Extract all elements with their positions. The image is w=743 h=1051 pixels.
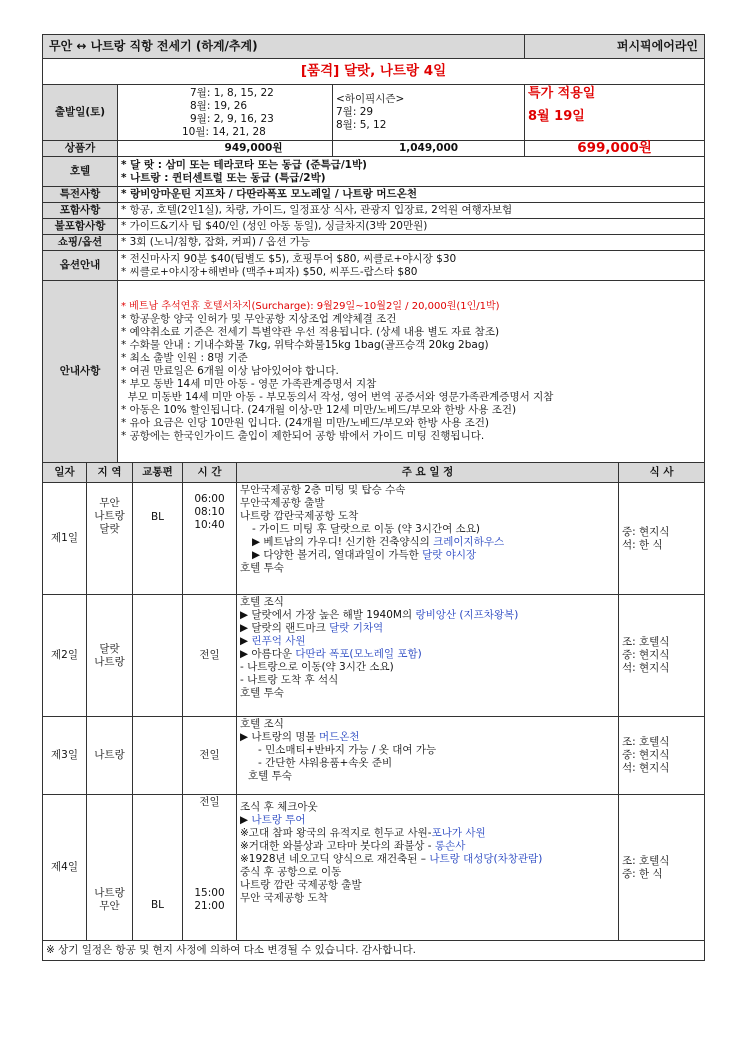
- product-tag: [품격]: [300, 63, 340, 79]
- hotel-label: 호텔: [43, 157, 118, 187]
- includes-text: * 항공, 호텔(2인1실), 차량, 가이드, 일정표상 식사, 관광지 입장료, 2억원 여행자보험: [118, 203, 705, 219]
- schedule-row-day2: 제2일 달랏 나트랑 전일 호텔 조식 ▶ 달랏에서 가장 높은 해발 1940M의 랑비앙산 (지프차왕복) ▶ 달랏의 랜드마크 달랏 기차역 ▶ 린푸억 사원 ▶ 아름다운 다딴라 폭포(모노레일 포함) - 나트랑으로 이동(약 3시간 소요) - 나트랑 도착 후 석식 호텔 투숙 조: 호텔식 중: 현지식 석: 현지식: [43, 595, 705, 717]
- price-label: 상품가: [43, 141, 118, 157]
- col-time: 시 간: [183, 463, 237, 483]
- price-special: 699,000원: [525, 141, 705, 157]
- special-dates: 특가 적용일 8월 19일: [525, 85, 705, 141]
- footer-note: ※ 상기 일정은 항공 및 현지 사정에 의하여 다소 변경될 수 있습니다. 감사합니다.: [43, 941, 705, 961]
- shopping-label: 쇼핑/옵션: [43, 235, 118, 251]
- schedule-table: [42, 462, 705, 961]
- hotel-info: * 달 랏 : 삼미 또는 테라코타 또는 동급 (준특급/1박) * 나트랑 : 퀸터센트럴 또는 동급 (특급/2박): [118, 157, 705, 187]
- departure-dates: 7월: 1, 8, 15, 22 8월: 19, 26 9월: 2, 9, 16, 23 10월: 14, 21, 28: [118, 85, 333, 141]
- schedule-row-day3: 제3일 나트랑 전일 호텔 조식 ▶ 나트랑의 명물 머드온천 - 민소매티+반바지 가능 / 옷 대여 가능 - 간단한 샤워용품+속옷 준비 호텔 투숙 조: 호텔식 중: 현지식 석: 현지식: [43, 717, 705, 795]
- shopping-text: * 3회 (노니/침향, 잡화, 커피) / 옵션 가능: [118, 235, 705, 251]
- route-title: 무안 ↔ 나트랑 직항 전세기 (하계/추계): [43, 35, 525, 59]
- high-season-dates: <하이픽시즌> 7월: 29 8월: 5, 12: [333, 85, 525, 141]
- product-title: [43, 59, 705, 85]
- col-itinerary: 주 요 일 정: [237, 463, 619, 483]
- info-table: [42, 34, 705, 463]
- options-label: 옵션안내: [43, 251, 118, 281]
- airline-name: 퍼시픽에어라인: [525, 35, 705, 59]
- itinerary-document: [42, 34, 704, 961]
- schedule-row-day4: 제4일 나트랑 무안 BL 전일 15:00 21:00 조식 후 체크아웃 ▶ 나트랑 투어 ※고대 참파 왕국의 유적지로 힌두교 사원-포나가 사원 ※거대한 와불상과 고타마 붓다의 좌불상 - 롱손사 ※1928년 네오고딕 양식으로 재건축된 – 나트랑 대성당(차창관람) 중식 후 공항으로 이동 나트랑 깜란 국제공항 출발 무안 국제공항 도착 조: 호텔식 중: 한 식: [43, 795, 705, 941]
- excludes-label: 불포함사항: [43, 219, 118, 235]
- notice-label: 안내사항: [43, 281, 118, 463]
- includes-label: 포함사항: [43, 203, 118, 219]
- surcharge-notice: * 베트남 추석연휴 호텔서차지(Surcharge): 9월29일~10월2일 / 20,000원(1인/1박): [121, 301, 500, 312]
- departure-label: 출발일(토): [43, 85, 118, 141]
- col-day: 일자: [43, 463, 87, 483]
- col-transport: 교통편: [133, 463, 183, 483]
- col-region: 지 역: [87, 463, 133, 483]
- options-text: * 전신마사지 90분 $40(팁별도 $5), 호핑투어 $80, 씨클로+야시장 $30 * 씨클로+야시장+해변바 (맥주+피자) $50, 씨푸드-랍스타 $80: [118, 251, 705, 281]
- features-label: 특전사항: [43, 187, 118, 203]
- notice-text: * 베트남 추석연휴 호텔서차지(Surcharge): 9월29일~10월2일 / 20,000원(1인/1박) * 항공운항 양국 인허가 및 무안공항 지상조업 계약체결 조건 * 예약취소료 기준은 전세기 특별약관 우선 적용됩니다. (상세 내용 별도 자료 참조) * 수화물 안내 : 기내수화물 7kg, 위탁수화물15kg 1bag(골프승객 20kg 2bag) * 최소 출발 인원 : 8명 기준 * 여권 만료일은 6개월 이상 남아있어야 합니다. * 부모 동반 14세 미만 아동 - 영문 가족관계증명서 지참 부모 미동반 14세 미만 아동 - 부모동의서 작성, 영어 번역 공증서와 영문가족관계증명서 지참 * 아동은 10% 할인됩니다. (24개월 이상-만 12세 미만/노베드/부모와 한방 사용 조건) * 유아 요금은 인당 10만원 입니다. (24개월 미만/노베드/부모와 한방 사용 조건) * 공항에는 한국인가이드 출입이 제한되어 공항 밖에서 가이드 미팅 진행됩니다.: [118, 281, 705, 463]
- price-high: 1,049,000: [333, 141, 525, 157]
- features-text: * 랑비앙마운틴 지프차 / 다딴라폭포 모노레일 / 나트랑 머드온천: [118, 187, 705, 203]
- col-meals: 식 사: [619, 463, 705, 483]
- schedule-row-day1: 제1일 무안 나트랑 달랏 BL 06:00 08:10 10:40 무안국제공항 2층 미팅 및 탑승 수속 무안국제공항 출발 나트랑 깜란국제공항 도착 - 가이드 미팅 후 달랏으로 이동 (약 3시간여 소요) ▶ 베트남의 가우디! 신기한 건축양식의 크레이지하우스 ▶ 다양한 볼거리, 열대과일이 가득한 달랏 야시장 호텔 투숙 중: 현지식 석: 한 식: [43, 483, 705, 595]
- excludes-text: * 가이드&기사 팁 $40/인 (성인 아동 동일), 싱글차지(3박 20만원): [118, 219, 705, 235]
- product-name: 달랏, 나트랑 4일: [343, 63, 447, 79]
- price-regular: 949,000원: [118, 141, 333, 157]
